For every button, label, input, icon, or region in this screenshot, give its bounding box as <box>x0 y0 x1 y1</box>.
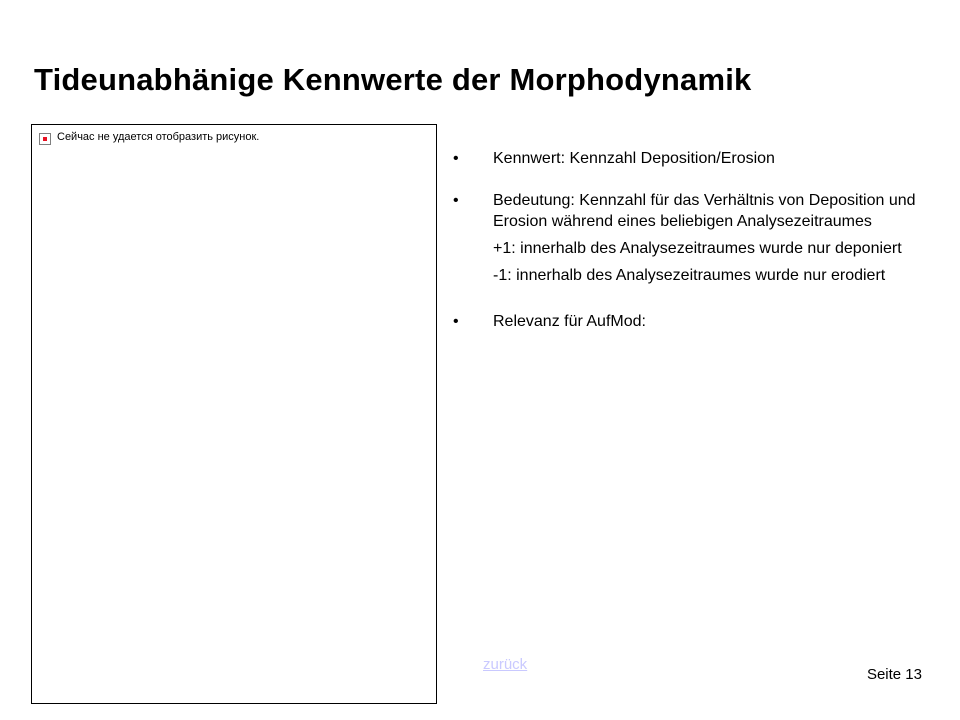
bullet-item <box>453 190 923 232</box>
bullet-item <box>453 148 923 169</box>
bullet-text: Bedeutung: Kennzahl für das Verhältnis von Deposition und Erosion während eines beliebigen Analysezeitraumes <box>493 192 916 230</box>
image-placeholder <box>31 124 437 704</box>
page-number: Seite 13 <box>866 666 922 683</box>
back-link[interactable]: zurück <box>483 656 528 673</box>
bullet-marker: • <box>453 313 459 330</box>
broken-image-icon <box>39 133 51 145</box>
sub-paragraph: -1: innerhalb des Analysezeitraumes wurde nur erodiert <box>493 267 886 284</box>
bullet-item <box>453 311 923 332</box>
bullet-list <box>453 148 923 332</box>
slide-title: Tideunabhänige Kennwerte der Morphodynamik <box>34 62 752 97</box>
sub-paragraph: +1: innerhalb des Analysezeitraumes wurde nur deponiert <box>493 240 902 257</box>
bullet-text: Relevanz für AufMod: <box>493 313 646 330</box>
bullet-marker: • <box>453 192 459 209</box>
bullet-text: Kennwert: Kennzahl Deposition/Erosion <box>493 150 775 167</box>
bullet-marker: • <box>453 150 459 167</box>
image-error-text: Сейчас не удается отобразить рисунок. <box>57 131 260 143</box>
